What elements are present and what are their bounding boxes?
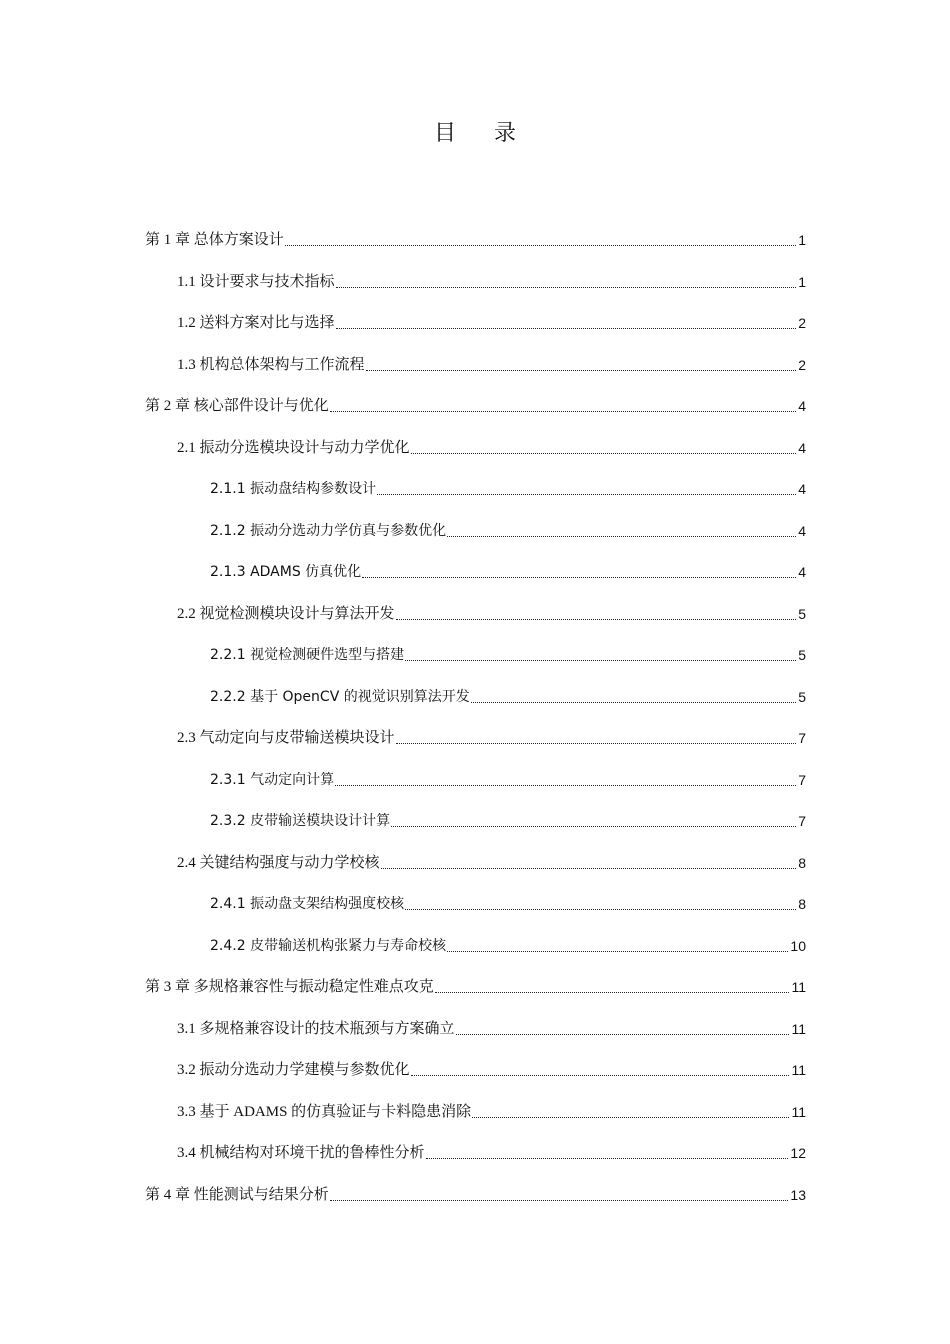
toc-entry-title: 2.3.2 皮带输送模块设计计算 bbox=[210, 813, 391, 829]
toc-entry-level-2[interactable] bbox=[0, 1017, 806, 1059]
toc-entry-title: 第 2 章 核心部件设计与优化 bbox=[145, 398, 329, 414]
toc-entry-level-1[interactable] bbox=[0, 394, 806, 436]
toc-title: 目录 bbox=[433, 121, 554, 146]
toc-entry-level-1[interactable] bbox=[0, 228, 806, 270]
toc-entry-page-number: 11 bbox=[791, 979, 806, 995]
toc-entry-level-2[interactable] bbox=[0, 311, 806, 353]
toc-entry-title: 2.4.1 振动盘支架结构强度校核 bbox=[210, 896, 405, 912]
dot-leader bbox=[285, 228, 798, 252]
toc-entry-page-number: 7 bbox=[798, 771, 806, 788]
toc-entry-level-1[interactable] bbox=[0, 975, 806, 1017]
toc-entry-title: 2.2.2 基于 OpenCV 的视觉识别算法开发 bbox=[210, 688, 470, 705]
toc-entry-title: 第 3 章 多规格兼容性与振动稳定性难点攻克 bbox=[145, 979, 434, 995]
toc-entry-title: 3.2 振动分选动力学建模与参数优化 bbox=[177, 1062, 410, 1078]
dot-leader bbox=[330, 1183, 791, 1207]
dot-leader bbox=[405, 892, 798, 916]
toc-entry-title: 3.4 机械结构对环境干扰的鲁棒性分析 bbox=[177, 1145, 425, 1161]
toc-entry-page-number: 5 bbox=[798, 605, 806, 622]
dot-leader bbox=[335, 768, 798, 792]
toc-entry-title: 2.1.2 振动分选动力学仿真与参数优化 bbox=[210, 522, 447, 539]
toc-entry-page-number: 5 bbox=[798, 688, 806, 705]
toc-entry-level-2[interactable] bbox=[0, 436, 806, 478]
toc-entry-level-3[interactable] bbox=[0, 643, 806, 685]
toc-entry-level-3[interactable] bbox=[0, 768, 806, 810]
toc-entry-level-3[interactable] bbox=[0, 685, 806, 727]
dot-leader bbox=[456, 1017, 792, 1041]
toc-entry-title: 2.2 视觉检测模块设计与算法开发 bbox=[177, 605, 395, 622]
dot-leader bbox=[336, 311, 799, 335]
toc-entry-title: 3.1 多规格兼容设计的技术瓶颈与方案确立 bbox=[177, 1020, 455, 1037]
toc-entry-page-number: 11 bbox=[791, 1062, 806, 1078]
dot-leader bbox=[396, 726, 799, 750]
toc-entry-title: 第 1 章 总体方案设计 bbox=[145, 232, 284, 248]
toc-entry-page-number: 8 bbox=[798, 854, 806, 871]
toc-entry-title: 2.1 振动分选模块设计与动力学优化 bbox=[177, 439, 410, 456]
toc-entry-page-number: 5 bbox=[798, 647, 806, 663]
dot-leader bbox=[336, 270, 799, 294]
toc-entry-level-2[interactable] bbox=[0, 270, 806, 312]
toc-entry-title: 3.3 基于 ADAMS 的仿真验证与卡料隐患消除 bbox=[177, 1103, 472, 1120]
toc-entry-page-number: 8 bbox=[798, 896, 806, 912]
toc-entry-page-number: 4 bbox=[798, 439, 806, 456]
toc-entry-page-number: 7 bbox=[798, 730, 806, 746]
toc-entry-title: 2.1.1 振动盘结构参数设计 bbox=[210, 481, 377, 497]
dot-leader bbox=[405, 643, 798, 667]
dot-leader bbox=[411, 436, 799, 460]
dot-leader bbox=[447, 519, 798, 543]
toc-entry-title: 2.2.1 视觉检测硬件选型与搭建 bbox=[210, 647, 405, 663]
toc-entry-level-3[interactable] bbox=[0, 809, 806, 851]
dot-leader bbox=[391, 809, 798, 833]
toc-entry-page-number: 2 bbox=[798, 315, 806, 331]
dot-leader bbox=[426, 1141, 791, 1165]
dot-leader bbox=[330, 394, 798, 418]
toc-entry-level-3[interactable] bbox=[0, 934, 806, 976]
dot-leader bbox=[411, 1058, 792, 1082]
toc-entry-page-number: 11 bbox=[791, 1020, 806, 1037]
toc-entry-title: 2.3 气动定向与皮带输送模块设计 bbox=[177, 730, 395, 746]
table-of-contents bbox=[0, 228, 950, 1224]
toc-entry-page-number: 10 bbox=[790, 937, 806, 954]
toc-entry-page-number: 2 bbox=[798, 356, 806, 373]
toc-entry-page-number: 4 bbox=[798, 564, 806, 580]
toc-entry-level-2[interactable] bbox=[0, 1100, 806, 1142]
toc-entry-page-number: 1 bbox=[798, 273, 806, 290]
dot-leader bbox=[435, 975, 792, 999]
toc-entry-page-number: 7 bbox=[798, 813, 806, 829]
toc-entry-title: 1.1 设计要求与技术指标 bbox=[177, 273, 335, 290]
toc-entry-title: 1.3 机构总体架构与工作流程 bbox=[177, 356, 365, 373]
dot-leader bbox=[381, 851, 799, 875]
toc-entry-level-2[interactable] bbox=[0, 602, 806, 644]
toc-entry-title: 1.2 送料方案对比与选择 bbox=[177, 315, 335, 331]
toc-entry-level-2[interactable] bbox=[0, 726, 806, 768]
toc-entry-title: 第 4 章 性能测试与结果分析 bbox=[145, 1186, 329, 1203]
toc-entry-level-3[interactable] bbox=[0, 560, 806, 602]
dot-leader bbox=[472, 1100, 791, 1124]
toc-entry-level-2[interactable] bbox=[0, 1058, 806, 1100]
dot-leader bbox=[447, 934, 790, 958]
toc-entry-page-number: 4 bbox=[798, 481, 806, 497]
toc-entry-page-number: 11 bbox=[791, 1103, 806, 1120]
toc-entry-level-2[interactable] bbox=[0, 353, 806, 395]
toc-entry-title: 2.1.3 ADAMS 仿真优化 bbox=[210, 564, 362, 580]
toc-entry-page-number: 1 bbox=[798, 232, 806, 248]
toc-entry-title: 2.4 关键结构强度与动力学校核 bbox=[177, 854, 380, 871]
dot-leader bbox=[396, 602, 799, 626]
toc-entry-page-number: 4 bbox=[798, 398, 806, 414]
toc-entry-page-number: 12 bbox=[790, 1145, 806, 1161]
toc-entry-level-2[interactable] bbox=[0, 1141, 806, 1183]
toc-entry-level-3[interactable] bbox=[0, 892, 806, 934]
toc-entry-title: 2.4.2 皮带输送机构张紧力与寿命校核 bbox=[210, 937, 447, 954]
toc-entry-level-3[interactable] bbox=[0, 477, 806, 519]
toc-entry-level-3[interactable] bbox=[0, 519, 806, 561]
toc-entry-title: 2.3.1 气动定向计算 bbox=[210, 771, 335, 788]
toc-entry-page-number: 13 bbox=[790, 1186, 806, 1203]
dot-leader bbox=[362, 560, 798, 584]
toc-entry-page-number: 4 bbox=[798, 522, 806, 539]
dot-leader bbox=[366, 353, 799, 377]
dot-leader bbox=[471, 685, 798, 709]
toc-entry-level-2[interactable] bbox=[0, 851, 806, 893]
dot-leader bbox=[377, 477, 798, 501]
toc-entry-level-1[interactable] bbox=[0, 1183, 806, 1225]
